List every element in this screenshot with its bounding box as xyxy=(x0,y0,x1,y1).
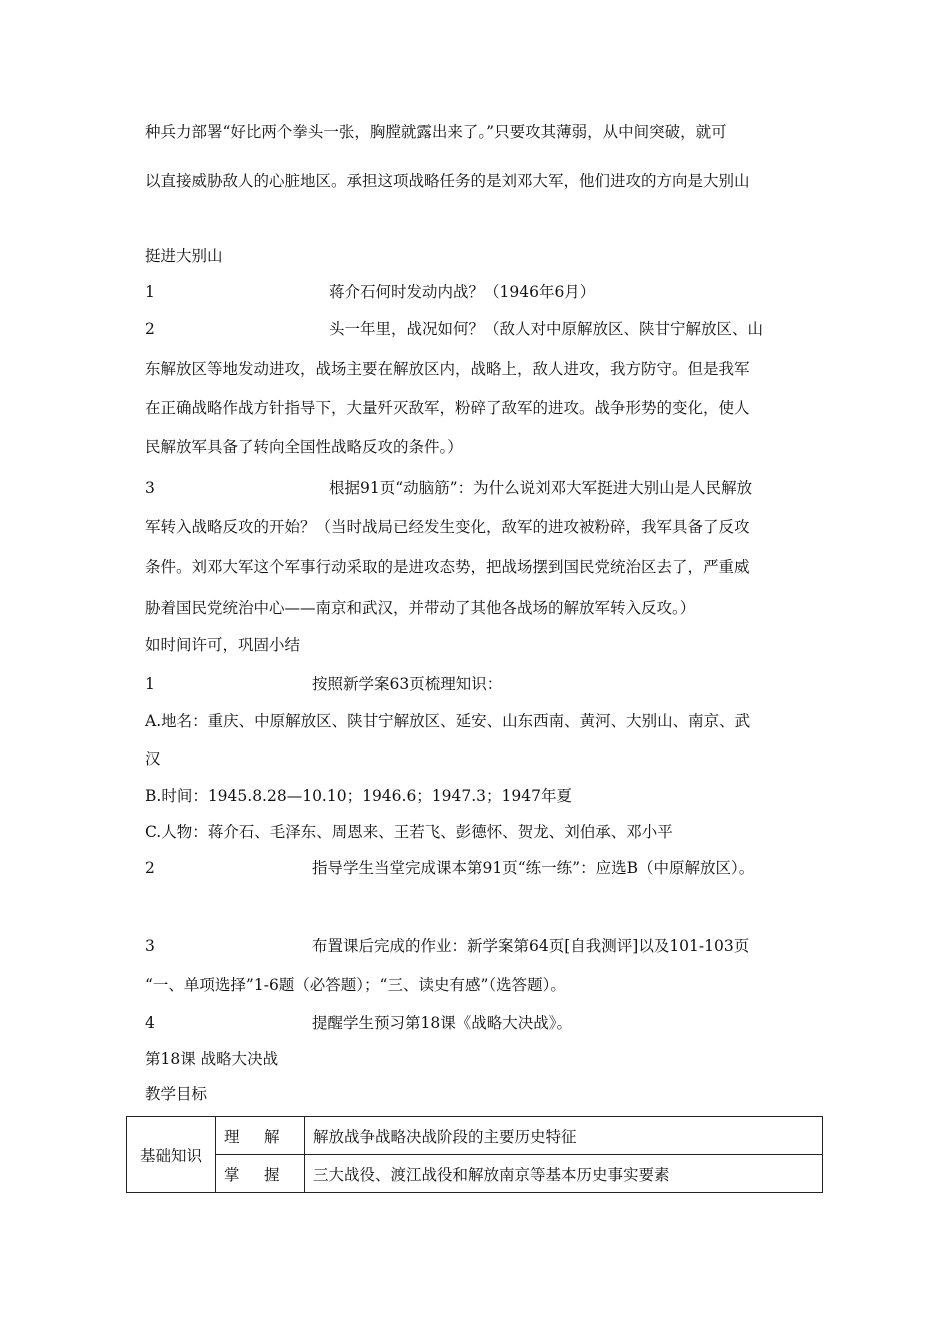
level-char: 握 xyxy=(264,1165,280,1184)
places-line-cont: 汉 xyxy=(145,750,161,768)
question-text: 蒋介石何时发动内战？（1946年6月） xyxy=(329,283,596,301)
text-line: 种兵力部署“好比两个拳头一张，胸膛就露出来了。”只要攻其薄弱，从中间突破，就可 xyxy=(145,123,727,141)
text-line: “一、单项选择”1-6题（必答题）；“三、读史有感”（选答题）。 xyxy=(145,976,566,994)
item-number: 3 xyxy=(145,937,155,955)
content-cell: 三大战役、渡江战役和解放南京等基本历史事实要素 xyxy=(305,1155,823,1193)
section-heading: 如时间许可，巩固小结 xyxy=(145,636,301,654)
question-text: 头一年里，战况如何？（敌人对中原解放区、陕甘宁解放区、山 xyxy=(329,320,764,338)
table-row xyxy=(127,1155,823,1193)
section-heading: 挺进大别山 xyxy=(145,247,223,265)
item-number: 1 xyxy=(145,675,155,693)
text-line: 军转入战略反攻的开始？（当时战局已经发生变化，敌军的进攻被粉碎，我军具备了反攻 xyxy=(145,518,750,536)
item-number: 2 xyxy=(145,859,155,877)
item-text: 指导学生当堂完成课本第91页“练一练”：应选B（中原解放区）。 xyxy=(312,859,755,877)
level-cell xyxy=(216,1117,305,1155)
dates-line: B.时间：1945.8.28—10.10；1946.6；1947.3；1947年夏 xyxy=(145,787,572,805)
item-number: 1 xyxy=(145,283,155,301)
text-line: 条件。刘邓大军这个军事行动采取的是进攻态势，把战场摆到国民党统治区去了，严重威 xyxy=(145,558,750,576)
text-line: 东解放区等地发动进攻，战场主要在解放区内，战略上，敌人进攻，我方防守。但是我军 xyxy=(145,360,750,378)
text-line: 以直接威胁敌人的心脏地区。承担这项战略任务的是刘邓大军，他们进攻的方向是大别山 xyxy=(145,172,750,190)
text-line: 在正确战略作战方针指导下，大量歼灭敌军，粉碎了敌军的进攻。战争形势的变化，使人 xyxy=(145,399,750,417)
level-cell xyxy=(216,1155,305,1193)
lesson-title: 第18课 战略大决战 xyxy=(145,1050,279,1068)
places-line: A.地名：重庆、中原解放区、陕甘宁解放区、延安、山东西南、黄河、大别山、南京、武 xyxy=(145,712,751,730)
item-number: 4 xyxy=(145,1014,155,1032)
goals-table xyxy=(126,1116,823,1193)
level-char: 理 xyxy=(224,1127,240,1146)
item-text: 提醒学生预习第18课《战略大决战》。 xyxy=(312,1014,572,1032)
level-char: 掌 xyxy=(224,1165,240,1184)
people-line: C.人物：蒋介石、毛泽东、周恩来、王若飞、彭德怀、贺龙、刘伯承、邓小平 xyxy=(145,823,673,841)
question-text: 根据91页“动脑筋”：为什么说刘邓大军挺进大别山是人民解放 xyxy=(329,479,753,497)
text-line: 民解放军具备了转向全国性战略反攻的条件。） xyxy=(145,438,463,456)
item-number: 2 xyxy=(145,320,155,338)
item-text: 按照新学案63页梳理知识： xyxy=(312,675,503,693)
item-text: 布置课后完成的作业：新学案第64页[自我测评]以及101-103页 xyxy=(312,937,750,955)
category-cell: 基础知识 xyxy=(127,1117,216,1193)
item-number: 3 xyxy=(145,479,155,497)
text-line: 胁着国民党统治中心——南京和武汉，并带动了其他各战场的解放军转入反攻。） xyxy=(145,599,696,617)
table-row xyxy=(127,1117,823,1155)
level-char: 解 xyxy=(264,1127,280,1146)
content-cell: 解放战争战略决战阶段的主要历史特征 xyxy=(305,1117,823,1155)
goals-heading: 教学目标 xyxy=(145,1085,208,1103)
